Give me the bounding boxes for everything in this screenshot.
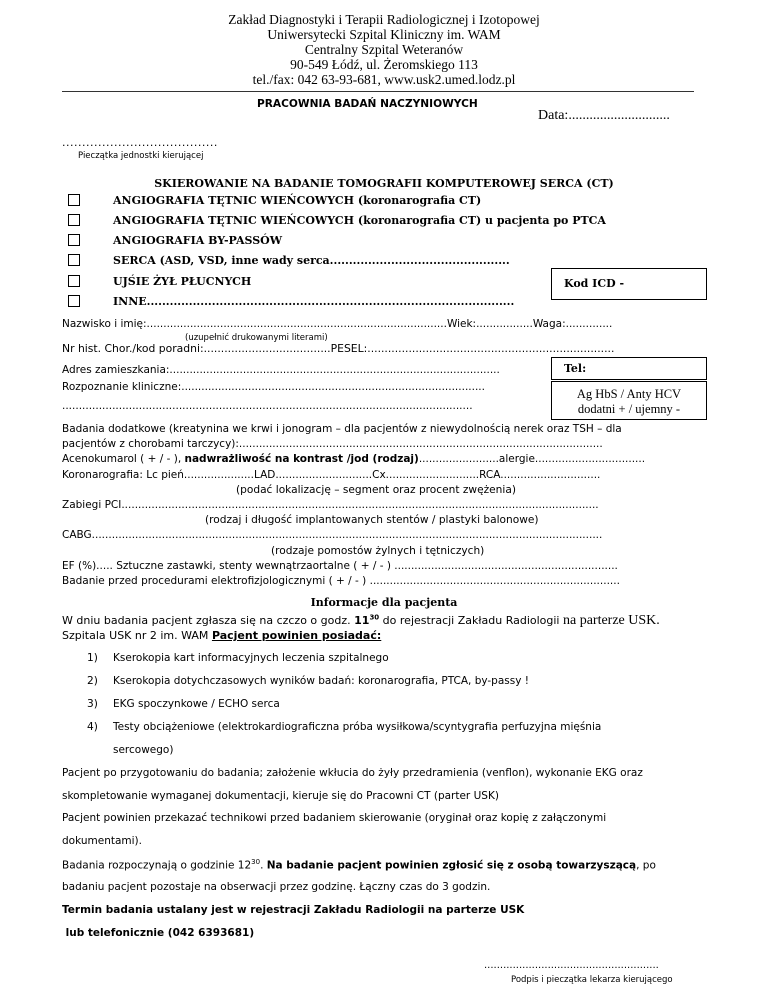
info-p4-text-d: , po	[636, 859, 656, 872]
list-number-2: 2)	[87, 675, 98, 687]
date-field[interactable]: Data:.............................	[538, 108, 670, 123]
header-line-3: Centralny Szpital Weteranów	[304, 42, 464, 57]
header-line-2: Uniwersytecki Szpital Kliniczny im. WAM	[267, 27, 501, 42]
contrast-hypersensitivity-label: nadwrażliwość na kontrast /jod (rodzaj)	[184, 453, 419, 465]
anticoagulant-allergy-line[interactable]	[62, 453, 645, 465]
list-item-1: Kserokopia kart informacyjnych leczenia szpitalnego	[113, 652, 389, 664]
additional-tests-line-1: Badania dodatkowe (kreatynina we krwi i jonogram – dla pacjentów z niewydolnością nerek oraz TSH – dla	[62, 423, 622, 435]
info-p1-time-minutes: 30	[369, 613, 380, 622]
info-paragraph-5-line-2: lub telefonicznie (042 6393681)	[62, 927, 255, 939]
info-paragraph-4-line-2: badaniu pacjent pozostaje na obserwacji przez godzinę. Łączny czas do 3 godzin.	[62, 881, 491, 893]
list-number-1: 1)	[87, 652, 98, 664]
ef-valves-line[interactable]: EF (%)..... Sztuczne zastawki, stenty wewnątrzaortalne ( + / - ) ...................................................................	[62, 560, 618, 572]
additional-tests-line-2[interactable]: pacjentów z chorobami tarczycy):.............................................................................................................	[62, 438, 603, 450]
info-paragraph-2-line-2: skompletowanie wymaganej dokumentacji, kieruje się do Pracowni CT (parter USK)	[62, 790, 499, 802]
header-line-5: tel./fax: 042 63-93-681, www.usk2.umed.lodz.pl	[252, 72, 516, 87]
phone-label: Tel:	[564, 362, 587, 375]
header-line-1: Zakład Diagnostyki i Terapii Radiologicznej i Izotopowej	[228, 12, 540, 27]
hbs-hcv-line-2: dodatni + / ujemny -	[577, 402, 681, 416]
header-line-4: 90-549 Łódź, ul. Żeromskiego 113	[290, 57, 478, 72]
icd-code-label: Kod ICD -	[564, 277, 625, 290]
header-divider	[62, 91, 694, 92]
electrophysiology-line[interactable]: Badanie przed procedurami elektrofizjologicznymi ( + / - ) ...........................................................................	[62, 575, 620, 587]
allergy-dots: ........................alergie.................................	[418, 453, 646, 465]
info-paragraph-1-line-1	[62, 613, 660, 629]
option-checkbox-2[interactable]	[68, 214, 80, 226]
list-number-3: 3)	[87, 698, 98, 710]
info-p4-time-minutes: 30	[251, 858, 261, 866]
hbs-hcv-box[interactable]	[551, 381, 707, 420]
info-p1-text-c: na parterze USK.	[562, 613, 660, 628]
option-label-5: UJŚIE ŻYŁ PŁUCNYCH	[113, 275, 252, 288]
option-label-3: ANGIOGRAFIA BY-PASSÓW	[113, 234, 283, 247]
option-label-4: SERCA (ASD, VSD, inne wady serca...............................................	[113, 254, 510, 267]
list-item-2: Kserokopia dotychczasowych wyników badań: koronarografia, PTCA, by-passy !	[113, 675, 529, 687]
option-checkbox-3[interactable]	[68, 234, 80, 246]
option-checkbox-1[interactable]	[68, 194, 80, 206]
info-paragraph-4-line-1	[62, 858, 656, 872]
signature-dots: .......................................................	[484, 960, 659, 971]
lab-title: PRACOWNIA BADAŃ NACZYNIOWYCH	[257, 98, 478, 110]
info-paragraph-3-line-1: Pacjent powinien przekazać technikowi przed badaniem skierowanie (oryginał oraz kopię z załączonymi	[62, 812, 607, 824]
name-age-weight-line[interactable]: Nazwisko i imię:..........................................................................................Wiek:.................Waga:..............	[62, 318, 613, 330]
diagnosis-line-2[interactable]: ...........................................................................................................................	[62, 400, 473, 412]
signature-label: Podpis i pieczątka lekarza kierującego	[511, 975, 673, 985]
coronarography-line[interactable]: Koronarografia: Lc pień.....................LAD.............................Cx............................RCA..............................	[62, 469, 601, 481]
history-pesel-line[interactable]: Nr hist. Chor./kod poradni:.....................................PESEL:........................................................................	[62, 342, 615, 355]
info-title: Informacje dla pacjenta	[310, 596, 458, 609]
pci-line[interactable]: Zabiegi PCI...............................................................................................................................................	[62, 499, 599, 511]
phone-box[interactable]	[551, 357, 707, 380]
info-p1-text-a: W dniu badania pacjent zgłasza się na czczo o godz.	[62, 614, 355, 627]
option-label-1: ANGIOGRAFIA TĘTNIC WIEŃCOWYCH (koronarografia CT)	[113, 194, 482, 207]
list-number-4: 4)	[87, 721, 98, 733]
option-checkbox-4[interactable]	[68, 254, 80, 266]
info-p1-time: 11	[354, 614, 370, 627]
list-item-4-continuation: sercowego)	[113, 744, 174, 756]
cabg-note: (rodzaje pomostów żylnych i tętniczych)	[271, 545, 485, 557]
info-p4-text-a: Badania rozpoczynają o godzinie 12	[62, 859, 252, 872]
hbs-hcv-line-1: Ag HbS / Anty HCV	[576, 387, 682, 401]
icd-code-box[interactable]	[551, 268, 707, 300]
cabg-line[interactable]: CABG.........................................................................................................................................................	[62, 529, 603, 541]
info-paragraph-1-line-2	[62, 629, 381, 642]
info-paragraph-2-line-1: Pacjent po przygotowaniu do badania; założenie wkłucia do żyły przedramienia (venflon), wykonanie EKG oraz	[62, 767, 643, 779]
stamp-dots: .......................................	[62, 136, 218, 149]
option-label-6: INNE................................................................................................	[113, 295, 515, 308]
info-p4-text-b: .	[260, 859, 267, 872]
list-item-3: EKG spoczynkowe / ECHO serca	[113, 698, 280, 710]
info-p1-text-d: Szpitala USK nr 2 im. WAM	[62, 629, 212, 642]
info-p1-text-e: Pacjent powinien posiadać:	[211, 629, 382, 642]
pci-note: (rodzaj i długość implantowanych stentów / plastyki balonowe)	[205, 514, 539, 526]
option-checkbox-5[interactable]	[68, 275, 80, 287]
anticoagulant-label: Acenokumarol ( + / - ),	[62, 453, 185, 465]
option-label-2: ANGIOGRAFIA TĘTNIC WIEŃCOWYCH (koronarografia CT) u pacjenta po PTCA	[113, 214, 606, 227]
list-item-4: Testy obciążeniowe (elektrokardiograficzna próba wysiłkowa/scyntygrafia perfuzyjna mięśnia	[113, 721, 602, 733]
info-p1-text-b: do rejestracji Zakładu Radiologii	[379, 614, 563, 627]
name-note: (uzupełnić drukowanymi literami)	[185, 333, 328, 343]
info-paragraph-3-line-2: dokumentami).	[62, 835, 142, 847]
coronarography-note: (podać lokalizację – segment oraz procent zwężenia)	[236, 484, 516, 496]
info-p4-companion-note: Na badanie pacjent powinien zgłosić się z osobą towarzyszącą	[266, 859, 637, 872]
address-line[interactable]: Adres zamieszkania:...................................................................................................	[62, 364, 500, 376]
option-checkbox-6[interactable]	[68, 295, 80, 307]
stamp-label: Pieczątka jednostki kierującej	[78, 151, 204, 161]
info-paragraph-5-line-1: Termin badania ustalany jest w rejestracji Zakładu Radiologii na parterze USK	[62, 904, 525, 916]
diagnosis-line[interactable]: Rozpoznanie kliniczne:...........................................................................................	[62, 381, 485, 393]
form-title: SKIEROWANIE NA BADANIE TOMOGRAFII KOMPUTEROWEJ SERCA (CT)	[154, 177, 614, 190]
